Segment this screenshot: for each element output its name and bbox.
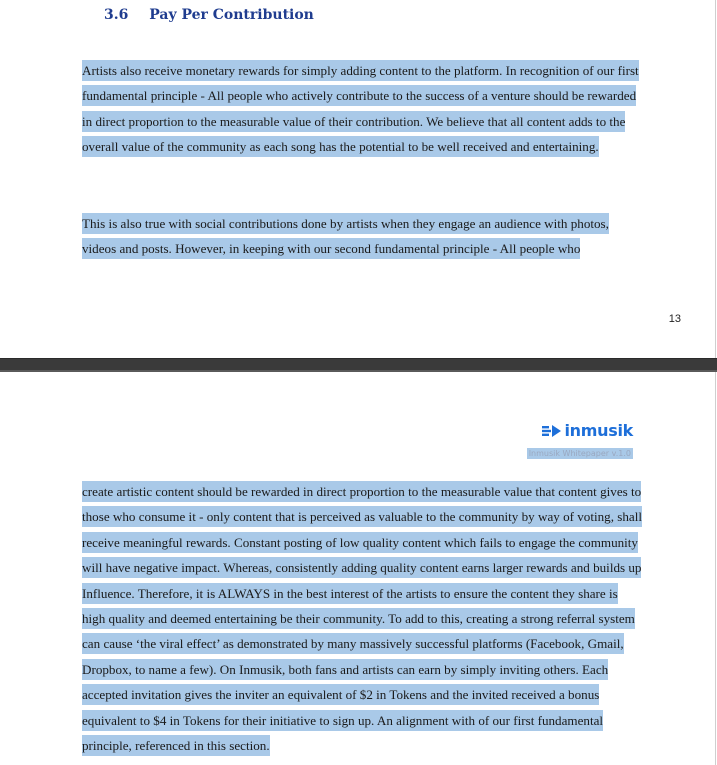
brand-name: inmusik (564, 421, 633, 440)
arrow-logo-icon (542, 424, 562, 438)
selected-text[interactable]: This is also true with social contributions done by artists when they engage an audience with photos, videos and posts. However, in keeping with our second fundamental principle - All people who (82, 213, 609, 259)
page-13 (0, 0, 716, 358)
section-title: Pay Per Contribution (149, 7, 314, 23)
page-number: 13 (668, 313, 681, 325)
selected-text[interactable]: Artists also receive monetary rewards for simply adding content to the platform. In recognition of our first fundamental principle - All people who actively contribute to the success of a venture should be rewarded in direct proportion to the measurable value of their contribution. We believe that all content adds to the overall value of the community as each song has the potential to be well received and entertaining. (82, 60, 639, 157)
inmusik-logo (542, 421, 634, 440)
section-number: 3.6 (104, 7, 129, 23)
whitepaper-version: Inmusik Whitepaper v.1.0 (528, 449, 631, 458)
page-separator (0, 358, 717, 372)
paragraph-content-quality[interactable] (82, 479, 642, 758)
paragraph-social-contributions[interactable] (82, 211, 642, 262)
paragraph-rewards[interactable] (82, 58, 642, 160)
selected-text[interactable]: create artistic content should be rewarded in direct proportion to the measurable value that content gives to those who consume it - only content that is perceived as valuable to the community by way of voting, shall receive meaningful rewards. Constant posting of low quality content which fails to engage the community will have negative impact. Whereas, consistently adding quality content earns larger rewards and builds up Influence. Therefore, it is ALWAYS in the best interest of the artists to ensure the content they share is high quality and deemed entertaining be their community. To add to this, creating a strong referral system can cause ‘the viral effect’ as demonstrated by many massively successful platforms (Facebook, Gmail, Dropbox, to name a few). On Inmusik, both fans and artists can earn by simply inviting others. Each accepted invitation gives the inviter an equivalent of $2 in Tokens and the invited received a bonus equivalent to $4 in Tokens for their initiative to sign up. An alignment with of our first fundamental principle, referenced in this section. (82, 481, 642, 756)
section-heading (104, 7, 314, 23)
